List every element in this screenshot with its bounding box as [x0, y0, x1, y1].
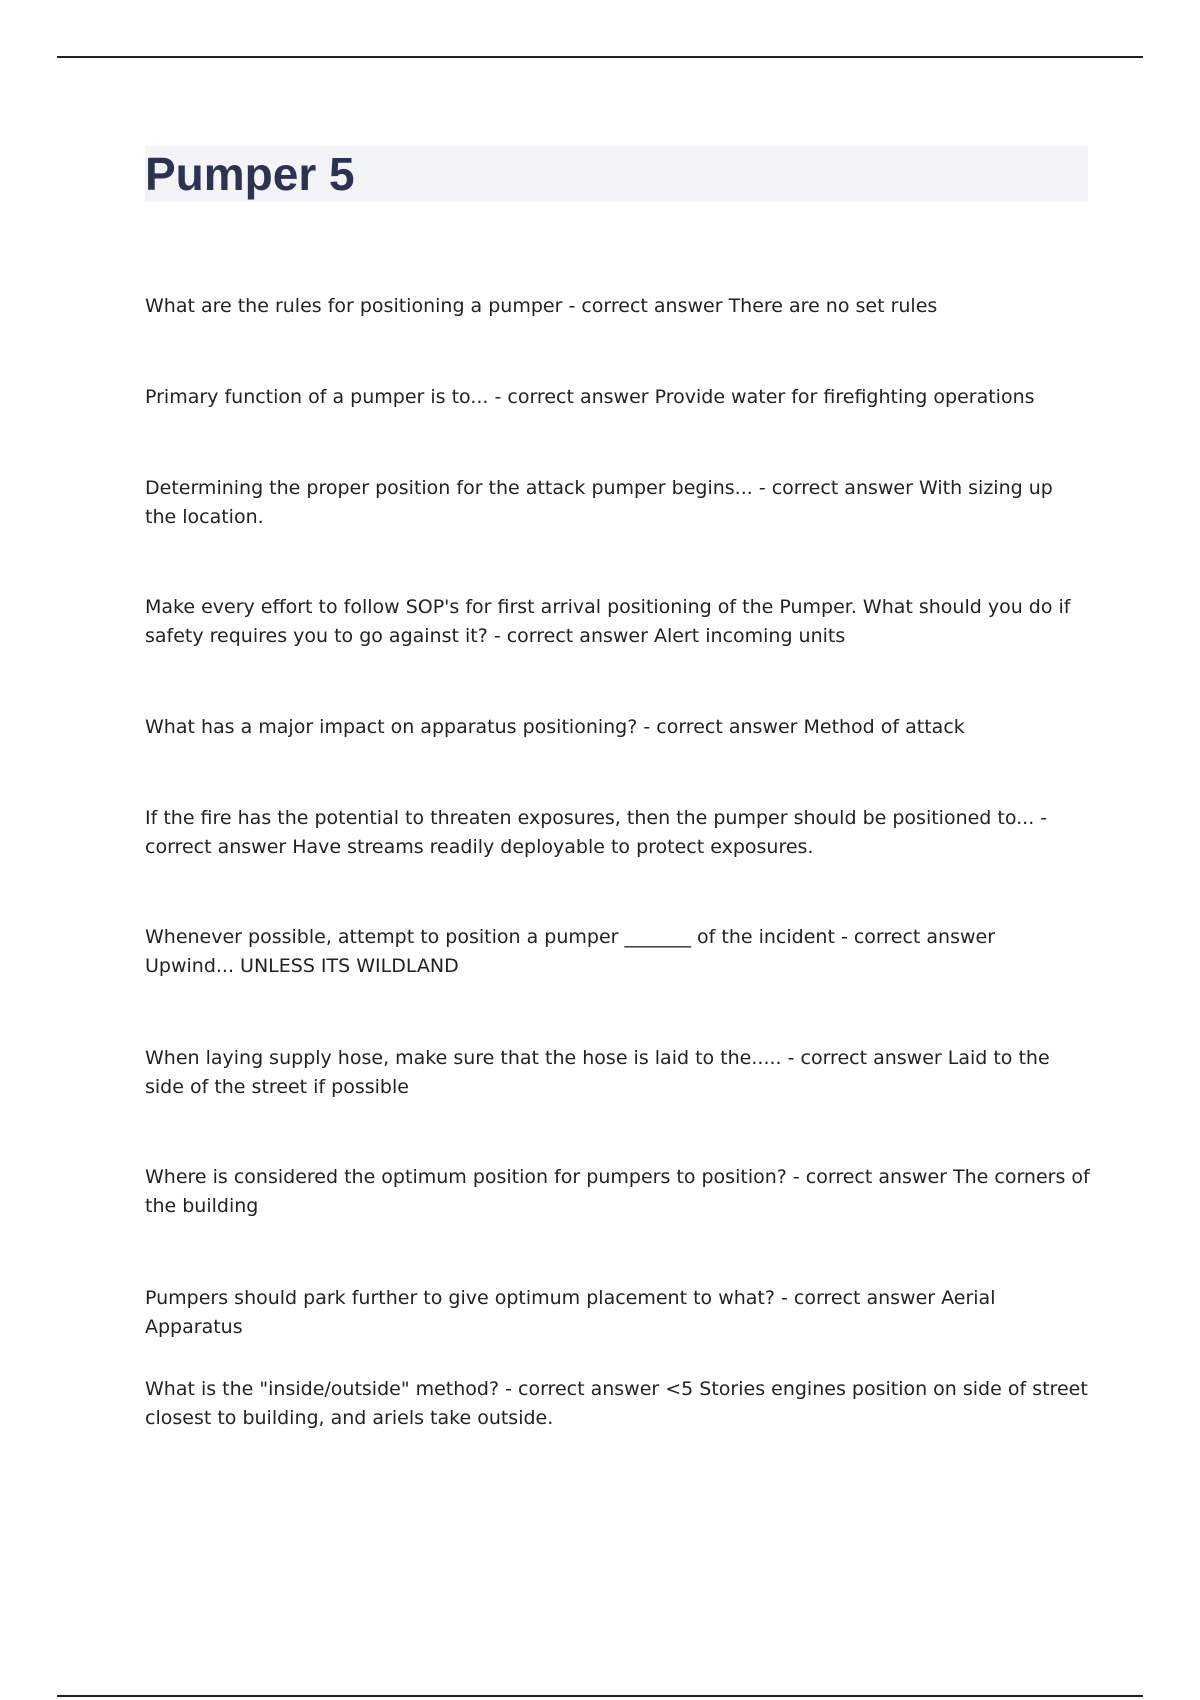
- top-rule: [57, 56, 1143, 58]
- title-banner: [145, 146, 1088, 202]
- qa-item: What has a major impact on apparatus positioning? - correct answer Method of attack: [145, 716, 965, 738]
- qa-item: When laying supply hose, make sure that the hose is laid to the..... - correct answer Laid to the side of the street if possible: [145, 1047, 1050, 1098]
- qa-item: What is the "inside/outside" method? - correct answer <5 Stories engines position on side of street closest to building, and ariels take outside.: [145, 1378, 1088, 1429]
- qa-item: Whenever possible, attempt to position a pumper _______ of the incident - correct answer Upwind... UNLESS ITS WILDLAND: [145, 926, 996, 977]
- bottom-rule: [57, 1695, 1143, 1697]
- qa-item: Primary function of a pumper is to... - correct answer Provide water for firefighting operations: [145, 386, 1035, 408]
- qa-item: Make every effort to follow SOP's for first arrival positioning of the Pumper. What should you do if safety requires you to go against it? - correct answer Alert incoming units: [145, 596, 1071, 647]
- qa-item: If the fire has the potential to threaten exposures, then the pumper should be positioned to... - correct answer Have streams readily deployable to protect exposures.: [145, 807, 1048, 858]
- qa-item: Where is considered the optimum position for pumpers to position? - correct answer The corners of the building: [145, 1166, 1090, 1217]
- qa-item: Determining the proper position for the attack pumper begins... - correct answer With sizing up the location.: [145, 477, 1053, 528]
- qa-item: What are the rules for positioning a pumper - correct answer There are no set rules: [145, 295, 938, 317]
- page-title: Pumper 5: [145, 148, 355, 200]
- qa-item: Pumpers should park further to give optimum placement to what? - correct answer Aerial Apparatus: [145, 1287, 996, 1338]
